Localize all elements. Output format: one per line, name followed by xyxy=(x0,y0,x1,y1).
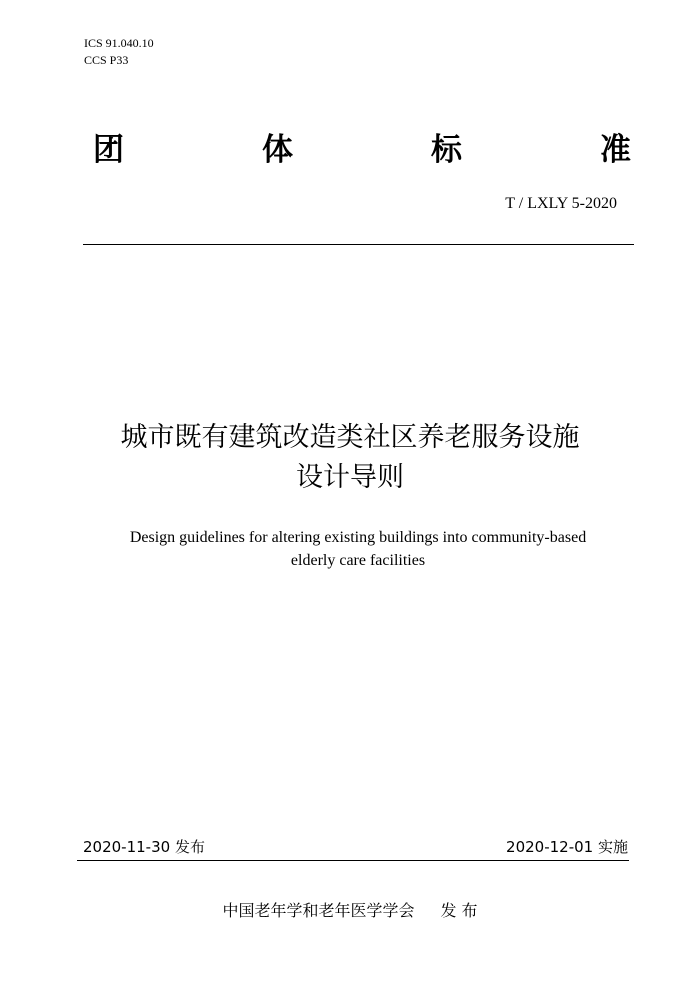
ics-code: ICS 91.040.10 xyxy=(84,36,154,50)
chinese-title-line: 城市既有建筑改造类社区养老服务设施 xyxy=(120,422,580,453)
implementation-date: 2020-12-01 实施 xyxy=(506,838,628,856)
standard-type-char: 准 xyxy=(600,132,631,168)
publisher-name: 中国老年学和老年医学学会 xyxy=(222,901,415,920)
english-title xyxy=(60,526,656,572)
publish-label: 发 布 xyxy=(440,901,478,920)
ccs-code: CCS P33 xyxy=(84,53,129,67)
classification-codes xyxy=(84,35,154,69)
publisher-line xyxy=(0,900,700,922)
standard-type-char: 标 xyxy=(431,132,462,168)
english-title-line: Design guidelines for altering existing buildings into community-based xyxy=(129,529,587,546)
footer-divider xyxy=(77,860,629,861)
standard-type-char: 体 xyxy=(262,132,293,168)
header-divider xyxy=(83,244,634,245)
chinese-title xyxy=(60,418,640,498)
standard-type-heading xyxy=(93,128,631,172)
standard-number: T / LXLY 5-2020 xyxy=(505,195,617,212)
chinese-title-line: 设计导则 xyxy=(296,462,404,493)
standard-type-char: 团 xyxy=(93,132,124,168)
dates-row xyxy=(83,836,628,858)
english-title-line: elderly care facilities xyxy=(290,552,426,569)
issue-date: 2020-11-30 发布 xyxy=(83,838,205,856)
